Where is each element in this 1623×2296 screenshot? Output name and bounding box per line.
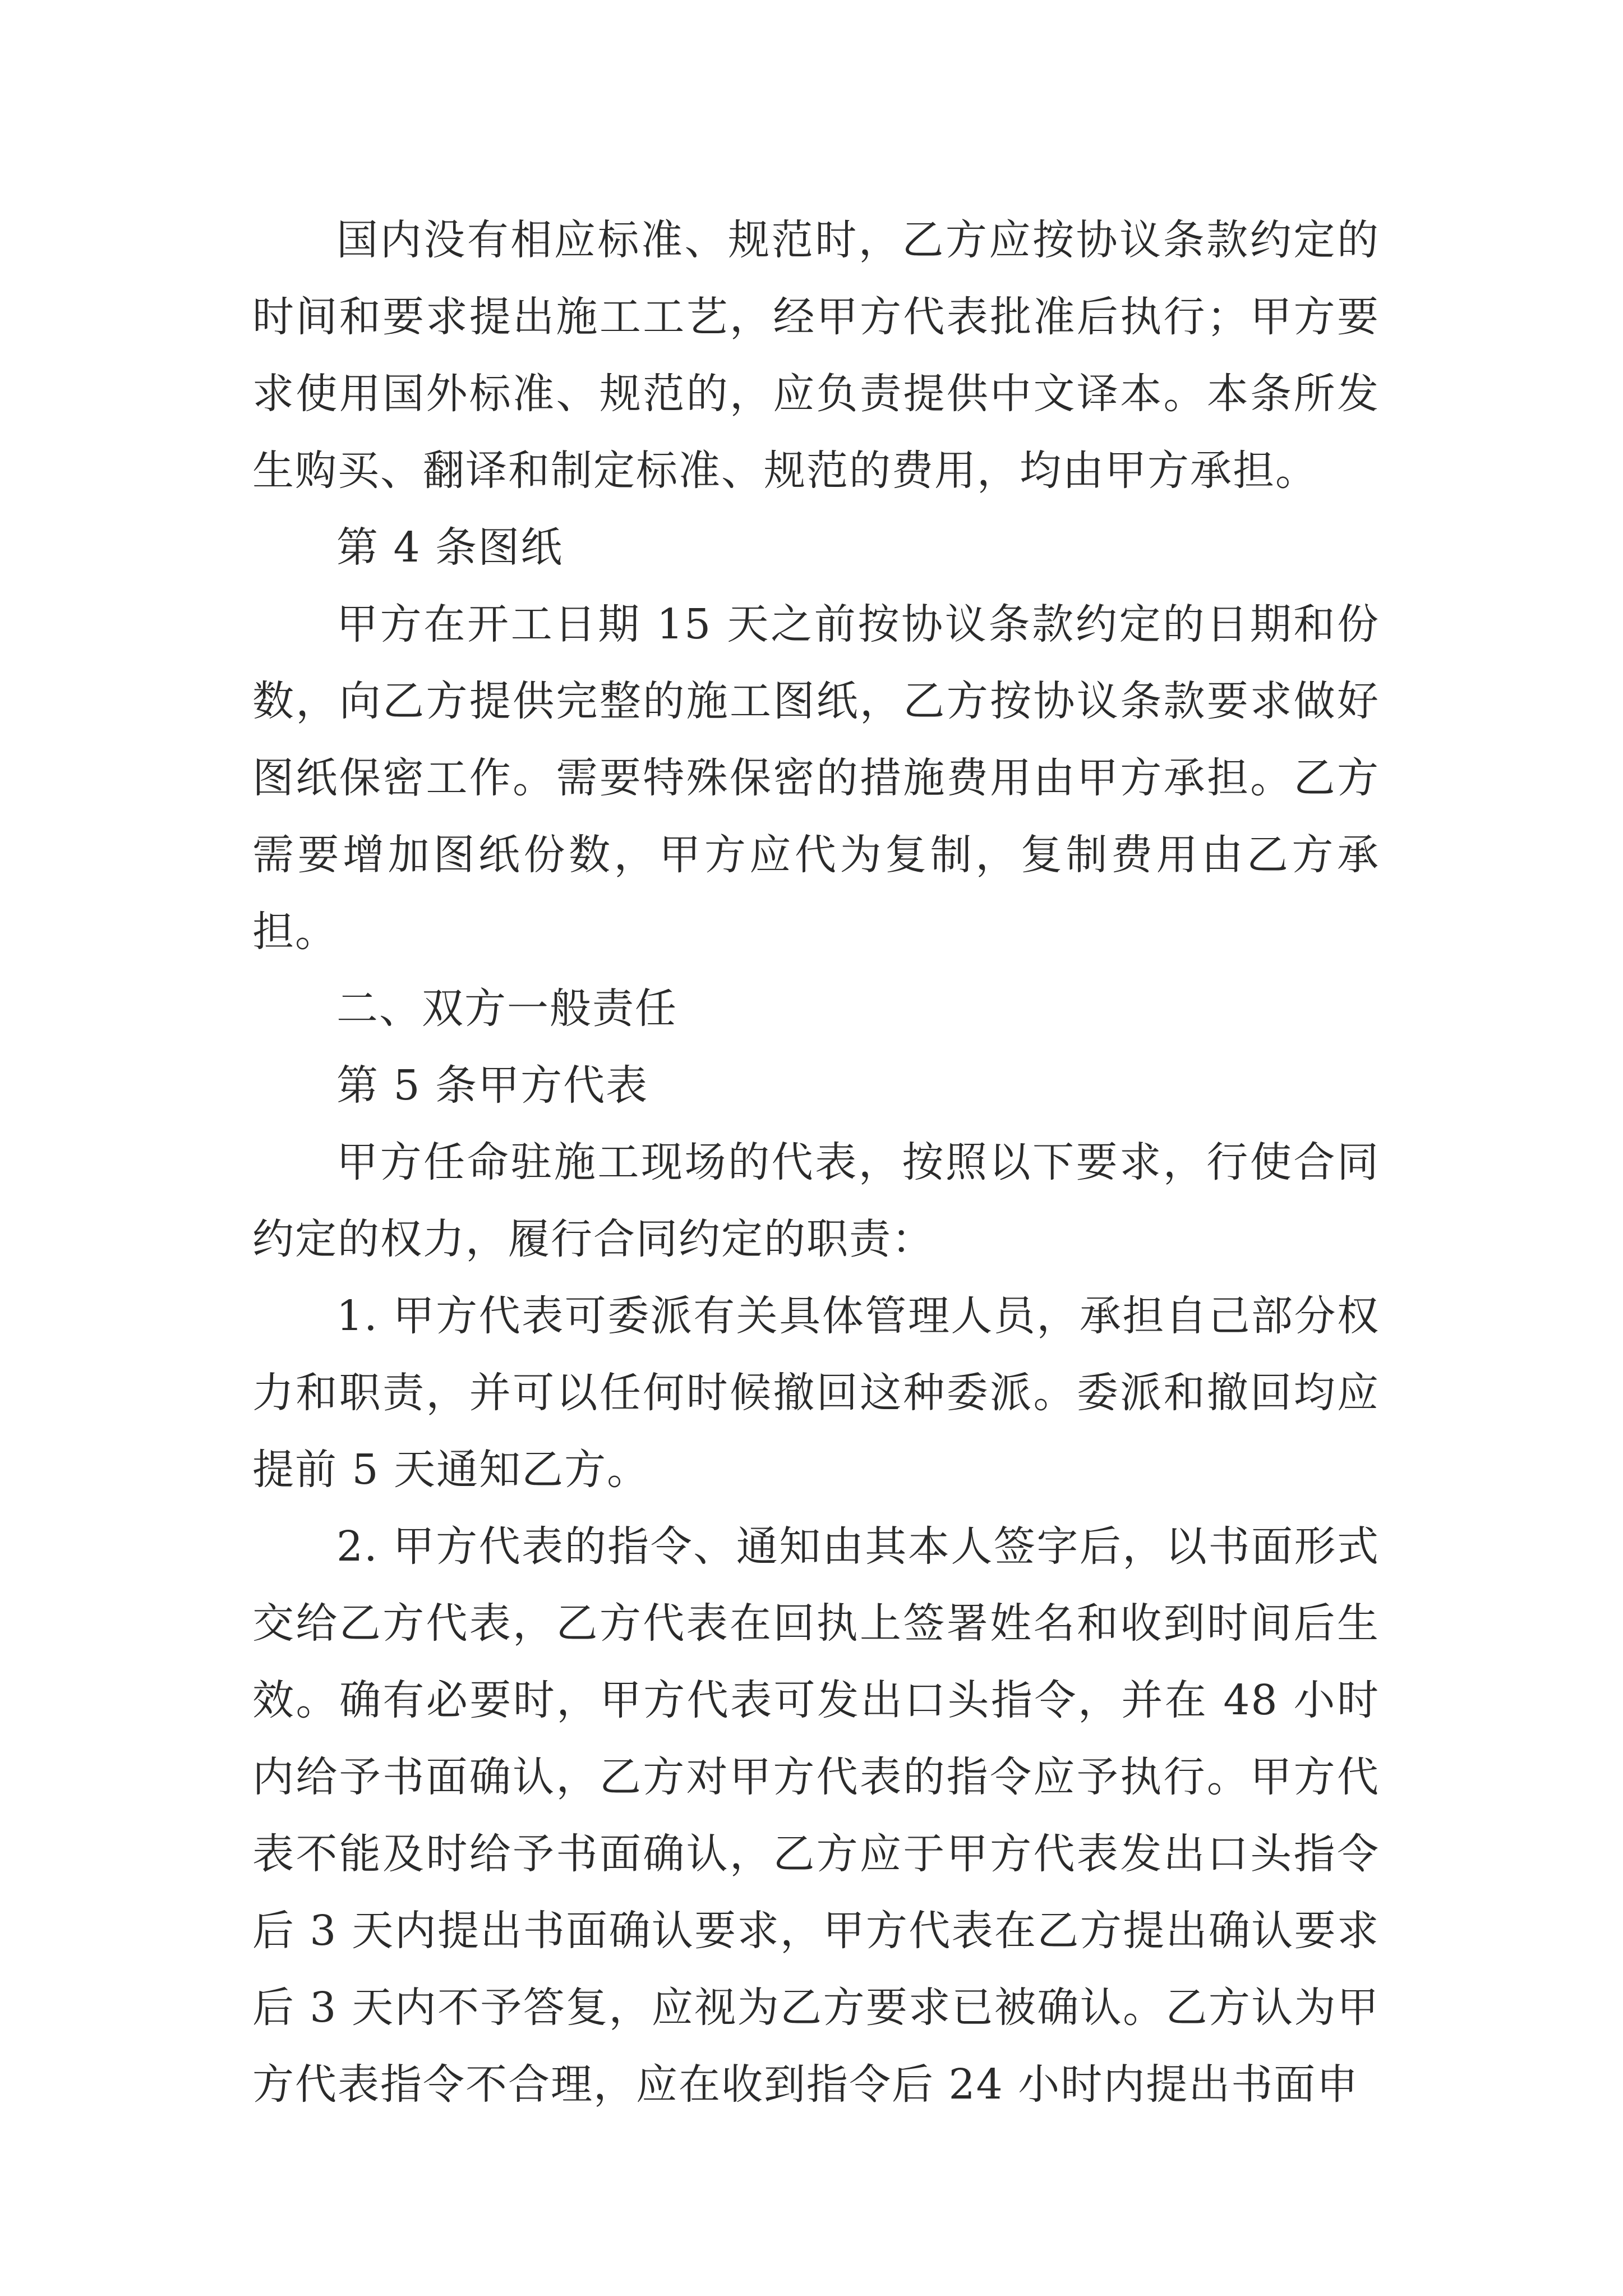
document-body (252, 202, 1380, 2123)
paragraph-standards: 国内没有相应标准、规范时，乙方应按协议条款约定的时间和要求提出施工工艺，经甲方代表批准后执行；甲方要求使用国外标准、规范的，应负责提供中文译本。本条所发生购买、翻译和制定标准、规范的费用，均由甲方承担。 (252, 216, 1380, 495)
heading-article-5-party-a-representative: 第 5 条甲方代表 (336, 1061, 649, 1110)
heading-article-4-drawings: 第 4 条图纸 (336, 523, 564, 572)
paragraph-drawings: 甲方在开工日期 15 天之前按协议条款约定的日期和份数，向乙方提供完整的施工图纸，乙方按协议条款要求做好图纸保密工作。需要特殊保密的措施费用由甲方承担。乙方需要增加图纸份数，甲方应代为复制，复制费用由乙方承担。 (252, 600, 1380, 956)
paragraph-representative-intro: 甲方任命驻施工现场的代表，按照以下要求，行使合同约定的权力，履行合同约定的职责： (252, 1138, 1380, 1263)
paragraph-item-2: 2. 甲方代表的指令、通知由其本人签字后，以书面形式交给乙方代表，乙方代表在回执上签署姓名和收到时间后生效。确有必要时，甲方代表可发出口头指令，并在 48 小时内给予书面确认，乙方对甲方代表的指令应予执行。甲方代表不能及时给予书面确认，乙方应于甲方代表发出口头指令后 3 天内提出书面确认要求，甲方代表在乙方提出确认要求后 3 天内不予答复，应视为乙方要求已被确认。乙方认为甲方代表指令不合理，应在收到指令后 24 小时内提出书面申 (252, 1522, 1380, 2109)
heading-general-responsibilities: 二、双方一般责任 (336, 984, 677, 1033)
paragraph-item-1: 1. 甲方代表可委派有关具体管理人员，承担自己部分权力和职责，并可以任何时候撤回这种委派。委派和撤回均应提前 5 天通知乙方。 (252, 1292, 1380, 1494)
